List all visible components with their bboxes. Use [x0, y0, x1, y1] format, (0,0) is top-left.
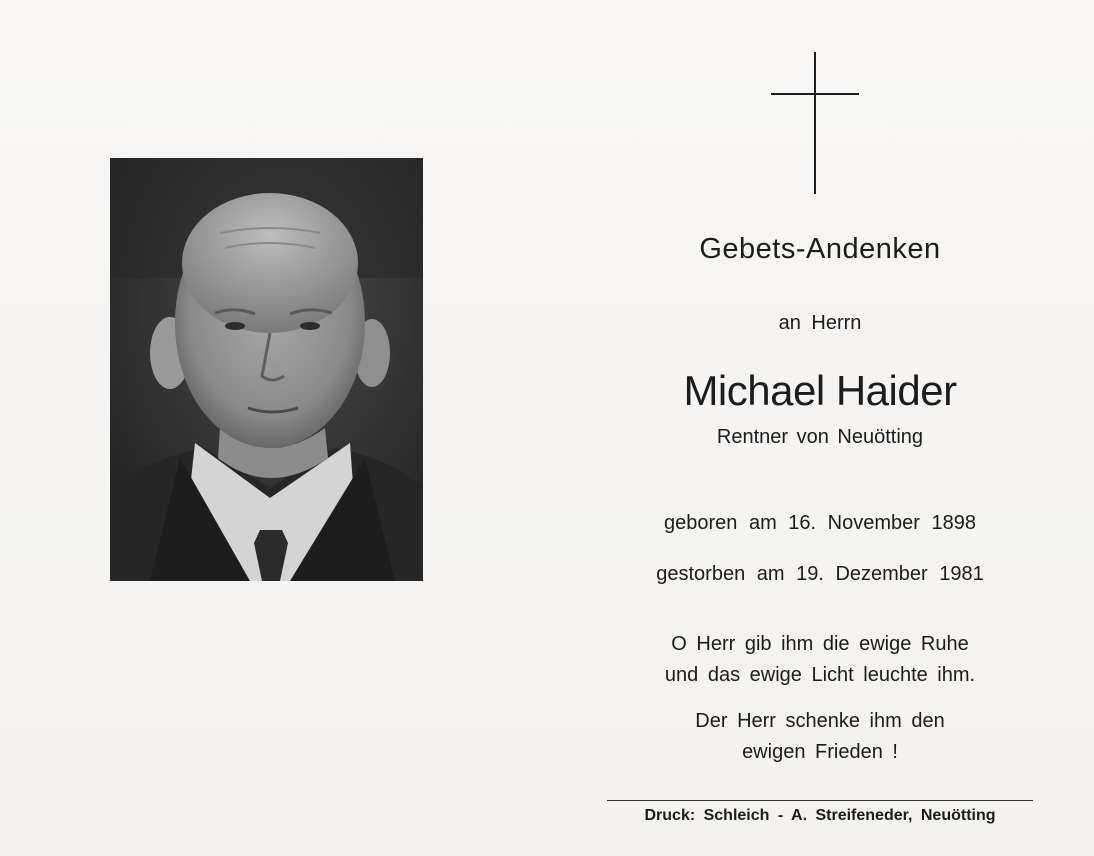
prayer-line: ewigen Frieden !: [742, 741, 898, 763]
card-title: Gebets-Andenken: [699, 233, 941, 265]
prayer-line: Der Herr schenke ihm den: [695, 710, 945, 732]
salutation: an Herrn: [778, 312, 862, 334]
prayer-eternal-rest: [560, 629, 1080, 691]
prayer-line: O Herr gib ihm die ewige Ruhe: [671, 633, 969, 655]
deceased-name: Michael Haider: [683, 367, 957, 414]
portrait-photo: [110, 158, 423, 581]
cross-icon: [771, 52, 859, 194]
prayer-line: und das ewige Licht leuchte ihm.: [664, 664, 976, 686]
printer-credit: Druck: Schleich - A. Streifeneder, Neuötting: [644, 807, 996, 824]
occupation: Rentner von Neuötting: [716, 426, 924, 448]
death-date: gestorben am 19. Dezember 1981: [656, 563, 984, 585]
prayer-peace: [560, 706, 1080, 768]
divider: [607, 800, 1033, 801]
birth-date: geboren am 16. November 1898: [664, 512, 976, 534]
